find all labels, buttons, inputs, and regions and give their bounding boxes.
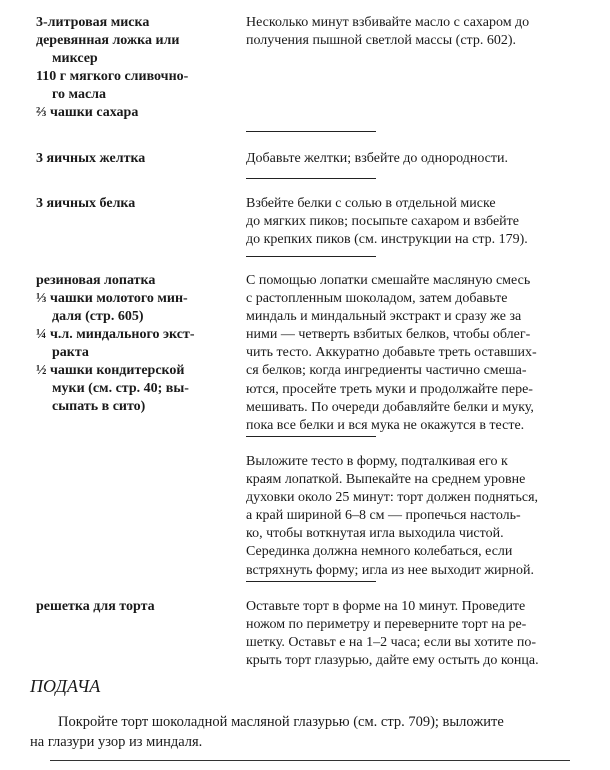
ingredient-line: ракта (52, 345, 89, 360)
ingredient-line: 3-литровая миска (36, 15, 150, 30)
instruction-line: миндаль и миндальный экстракт и сразу же за (246, 309, 522, 325)
step-divider (246, 178, 376, 179)
instruction-line: Взбейте белки с солью в отдельной миске (246, 196, 496, 211)
serving-line: на глазури узор из миндаля. (30, 734, 203, 750)
ingredient-line: сыпать в сито) (52, 399, 146, 414)
ingredient-line: го масла (52, 87, 107, 102)
serving-heading: ПОДАЧА (30, 676, 101, 696)
instruction-line: встряхнуть форму; игла из нее выходит жирной. (246, 562, 535, 578)
ingredient-line: ⅓ чашки молотого мин- (36, 291, 188, 306)
step-2-instruction (246, 150, 586, 168)
instruction-line: крыть торт глазурью, дайте ему остыть до конца. (246, 653, 539, 669)
step-4-ingredients (36, 272, 236, 416)
instruction-line: пока все белки и вся мука не окажутся в тесте. (246, 417, 525, 433)
step-3-ingredients (36, 195, 236, 213)
instruction-line: краям лопаткой. Выпекайте на среднем уровне (246, 472, 526, 488)
step-divider (246, 581, 376, 582)
step-1-ingredients (36, 14, 236, 122)
ingredient-line: миксер (52, 51, 98, 66)
instruction-line: Несколько минут взбивайте масло с сахаром до (246, 15, 530, 30)
instruction-line: ся белков; когда ингредиенты частично смеша- (246, 363, 527, 379)
instruction-line: ются, просейте треть муки и продолжайте пере- (246, 381, 533, 397)
ingredient-line: ⅔ чашки сахара (36, 105, 139, 120)
instruction-line: Оставьте торт в форме на 10 минут. Проведите (246, 599, 526, 614)
instruction-line: ко, чтобы воткнутая игла выходила чистой. (246, 526, 504, 542)
step-divider (246, 256, 376, 257)
ingredient-line: муки (см. стр. 40; вы- (52, 381, 189, 396)
instruction-line: мешивать. По очереди добавляйте белки и муку, (246, 399, 534, 415)
instruction-line: с растопленным шоколадом, затем добавьте (246, 291, 508, 307)
instruction-line: чить тесто. Аккуратно добавьте треть оставших- (246, 345, 537, 361)
instruction-line: шетку. Оставьт е на 1–2 часа; если вы хотите по- (246, 635, 537, 651)
instruction-line: Добавьте желтки; взбейте до однородности. (246, 151, 509, 166)
ingredient-line: резиновая лопатка (36, 273, 156, 288)
step-5-instruction (246, 453, 586, 580)
ingredient-line: ¼ ч.л. миндального экст- (36, 327, 195, 342)
instruction-line: получения пышной светлой массы (стр. 602). (246, 33, 516, 49)
instruction-line: а край шириной 6–8 см — пропечься настоль- (246, 508, 521, 524)
serving-line: Покройте торт шоколадной масляной глазурью (см. стр. 709); выложите (58, 714, 504, 730)
ingredient-line: 3 яичных белка (36, 196, 136, 211)
step-divider (246, 131, 376, 132)
instruction-line: до мягких пиков; посыпьте сахаром и взбейте (246, 214, 519, 230)
step-1-instruction (246, 14, 586, 50)
instruction-line: Серединка должна немного колебаться, если (246, 544, 513, 560)
ingredient-line: деревянная ложка или (36, 33, 180, 48)
step-4-instruction (246, 272, 586, 435)
instruction-line: до крепких пиков (см. инструкции на стр. 179). (246, 232, 528, 248)
instruction-line: ними — четверть взбитых белков, чтобы облег- (246, 327, 531, 343)
step-3-instruction (246, 195, 586, 249)
instruction-line: ножом по периметру и переверните торт на ре- (246, 617, 527, 633)
ingredient-line: 3 яичных желтка (36, 151, 146, 166)
step-2-ingredients (36, 150, 236, 168)
step-6-ingredients (36, 598, 236, 616)
bottom-divider (50, 760, 570, 761)
serving-paragraph (30, 712, 590, 752)
ingredient-line: 110 г мягкого сливочно- (36, 69, 189, 84)
ingredient-line: даля (стр. 605) (52, 309, 144, 324)
ingredient-line: ½ чашки кондитерской (36, 363, 185, 378)
instruction-line: духовки около 25 минут: торт должен подняться, (246, 490, 539, 506)
instruction-line: С помощью лопатки смешайте масляную смесь (246, 273, 531, 288)
step-6-instruction (246, 598, 586, 670)
instruction-line: Выложите тесто в форму, подталкивая его к (246, 454, 508, 469)
ingredient-line: решетка для торта (36, 599, 155, 614)
step-divider (246, 436, 376, 437)
